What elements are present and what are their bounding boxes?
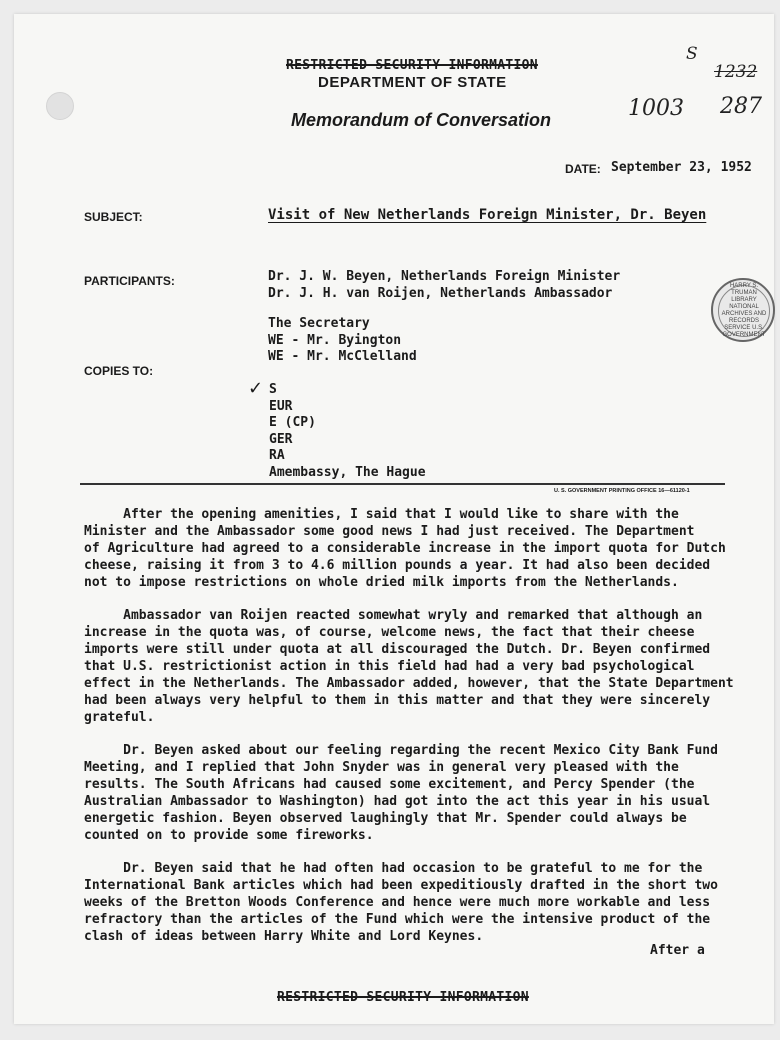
copies-list (269, 382, 426, 482)
body-line: Dr. Beyen said that he had often had occasion to be grateful to me for the (84, 861, 703, 876)
body-line: imports were still under quota at all discouraged the Dutch. Dr. Beyen confirmed (84, 642, 711, 657)
subject-label: SUBJECT: (84, 210, 143, 224)
handwritten-note-1232: 1232 (714, 62, 758, 82)
body-line: energetic fashion. Beyen observed laughingly that Mr. Spender could always be (84, 811, 687, 826)
body-line: Meeting, and I replied that John Snyder was in general very pleased with the (84, 760, 679, 775)
body-line: effect in the Netherlands. The Ambassador added, however, that the State Department (84, 676, 734, 691)
participants-label: PARTICIPANTS: (84, 274, 175, 288)
copy-item: EUR (269, 398, 293, 414)
body-line: had been always very helpful to them in this matter and that they were sincerely (84, 693, 711, 708)
handwritten-note-1003: 1003 (628, 96, 684, 121)
participant-item: The Secretary (268, 316, 370, 331)
body-line: of Agriculture had agreed to a considerable increase in the import quota for Dutch (84, 541, 726, 556)
body-line: Dr. Beyen asked about our feeling regarding the recent Mexico City Bank Fund (84, 743, 718, 758)
body-paragraph (84, 860, 734, 945)
document-page (14, 14, 774, 1024)
participant-item: WE - Mr. Byington (268, 332, 402, 348)
printing-office-note: U. S. GOVERNMENT PRINTING OFFICE 16—61120-1 (554, 488, 690, 494)
body-line: International Bank articles which had been expeditiously drafted in the short two (84, 878, 718, 893)
copy-item: S (269, 382, 277, 397)
body-paragraph (84, 607, 734, 726)
copies-label: COPIES TO: (84, 364, 154, 378)
header-divider (80, 483, 725, 485)
stamp-text: HARRY S. TRUMAN LIBRARY NATIONAL ARCHIVES AND RECORDS SERVICE U.S. GOVERNMENT (718, 285, 770, 337)
date-label: DATE: (565, 162, 601, 176)
participant-item: WE - Mr. McClelland (268, 349, 417, 364)
archives-stamp (711, 278, 775, 342)
body-paragraph (84, 506, 734, 591)
body-line: cheese, raising it from 3 to 4.6 million pounds a year. It had also been decided (84, 558, 711, 573)
memo-title: Memorandum of Conversation (291, 110, 552, 130)
punch-hole (46, 92, 74, 120)
body-line: Ambassador van Roijen reacted somewhat wryly and remarked that although an (84, 608, 703, 623)
handwritten-note-s: S (686, 44, 698, 64)
copy-item: E (CP) (269, 415, 316, 431)
participant-item: Dr. J. H. van Roijen, Netherlands Ambassador (268, 285, 613, 301)
body-line: not to impose restrictions on whole dried milk imports from the Netherlands. (84, 575, 679, 590)
body-paragraph (84, 742, 734, 844)
body-line: that U.S. restrictionist action in this field had had a very bad psychological (84, 659, 695, 674)
body-line: Australian Ambassador to Washington) had got into the act this year in his usual (84, 794, 711, 809)
body-line: counted on to provide some fireworks. (84, 828, 374, 843)
checkmark-icon: ✓ (248, 378, 264, 399)
body-line: grateful. (84, 710, 155, 725)
participants-list (268, 269, 620, 366)
handwritten-note-287: 287 (720, 94, 762, 119)
body-line: results. The South Africans had caused some excitement, and Percy Spender (the (84, 777, 695, 792)
classification-bottom: RESTRICTED SECURITY INFORMATION (277, 990, 529, 1005)
classification-top: RESTRICTED SECURITY INFORMATION (286, 58, 538, 73)
department-heading: DEPARTMENT OF STATE (318, 74, 507, 91)
copy-item: Amembassy, The Hague (269, 464, 426, 480)
continuation-note: After a (650, 943, 705, 958)
body-line: clash of ideas between Harry White and Lord Keynes. (84, 929, 484, 944)
body-line: After the opening amenities, I said that I would like to share with the (84, 507, 679, 522)
date-value: September 23, 1952 (611, 160, 752, 175)
memo-body (84, 506, 734, 961)
subject-value: Visit of New Netherlands Foreign Minister, Dr. Beyen (268, 207, 707, 223)
body-line: refractory than the articles of the Fund which were the intensive product of the (84, 912, 711, 927)
body-line: Minister and the Ambassador some good news I had just received. The Department (84, 524, 695, 539)
body-line: weeks of the Bretton Woods Conference and hence were much more workable and less (84, 895, 711, 910)
copy-item: GER (269, 431, 293, 447)
body-line: increase in the quota was, of course, welcome news, the fact that their cheese (84, 625, 695, 640)
copy-item: RA (269, 448, 285, 464)
participant-item: Dr. J. W. Beyen, Netherlands Foreign Minister (268, 269, 621, 284)
